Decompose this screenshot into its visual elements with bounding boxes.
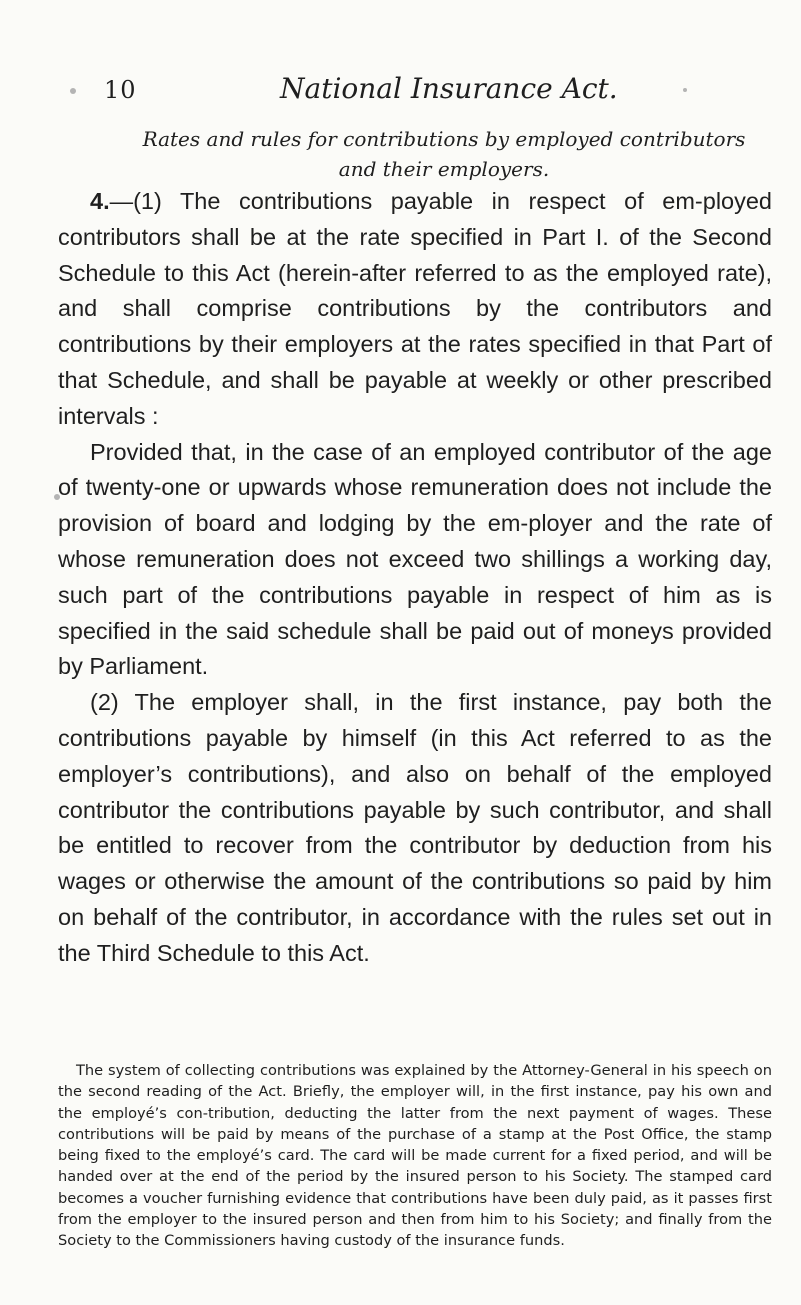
margin-dot-right [683,88,687,92]
section-4-paragraph-1 [58,184,772,435]
explanatory-note-text: The system of collecting contributions was explained by the Attorney-General in his speech on the second reading of the Act. Briefly, the employer will, in the first instance, pay his own and the employé’s con-tribution, deducting the latter from the next payment of wages. These contributions will be paid by means of the purchase of a stamp at the Post Office, the stamp being fixed to the employé’s card. The card will be made current for a fixed period, and will be handed over at the end of the period by the insured person to his Society. The stamped card becomes a voucher furnishing evidence that contributions have been duly paid, as it passes first from the employer to the insured person and then from him to his Society; and finally from the Society to the Commissioners having custody of the insurance funds. [58,1062,772,1250]
section-heading [104,124,784,184]
margin-dot-top [70,88,76,94]
section-4-paragraph-2: Provided that, in the case of an employed contributor of the age of twenty-one or upwards whose remuneration does not include the provision of board and lodging by the em-ployer and the rate of whose remuneration does not exceed two shillings a working day, such part of the contributions payable in respect of him as is specified in the said schedule shall be paid out of moneys provided by Parliament. [58,438,772,680]
section-4-paragraph-3: (2) The employer shall, in the first instance, pay both the contributions payable by himself (in this Act referred to as the employer’s contributions), and also on behalf of the employed contributor the contributions payable by such contributor, and shall be entitled to recover from the contributor by deduction from his wages or otherwise the amount of the contributions so paid by him on behalf of the contributor, in accordance with the rules set out in the Third Schedule to this Act. [58,689,772,966]
running-title: National Insurance Act. [280,72,618,105]
section-4-paragraph-1-text: —(1) The contributions payable in respect of em-ployed contributors shall be at the rate specified in Part I. of the Second Schedule to this Act (herein-after referred to as the employed rate), and shall comprise contributions by the contributors and contributions by their employers at the rates specified in that Part of that Schedule, and shall be payable at weekly or other prescribed intervals : [58,188,772,429]
section-number: 4. [90,188,110,214]
explanatory-note [58,1060,772,1252]
statute-text [58,184,772,972]
section-heading-line-1: Rates and rules for contributions by employed contributors [142,127,746,151]
section-heading-line-2: and their employers. [338,157,550,181]
page-number: 10 [104,76,137,104]
running-head [104,72,664,110]
